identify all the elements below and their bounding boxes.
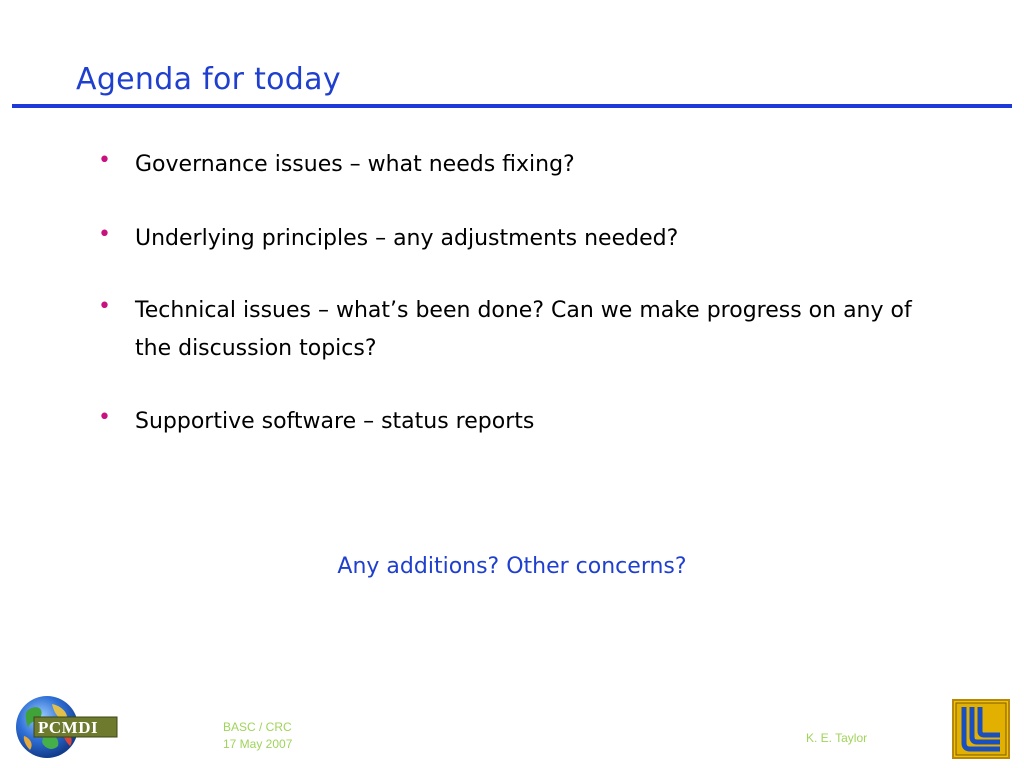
bullet-dot-icon: • (98, 294, 111, 319)
logo-text: PCMDI (38, 718, 99, 737)
bullet-dot-icon: • (98, 222, 111, 247)
bullet-dot-icon: • (98, 148, 111, 173)
bullet-text: Underlying principles – any adjustments needed? (135, 226, 679, 251)
footer-meta (223, 719, 292, 753)
footer-date: 17 May 2007 (223, 737, 293, 751)
bullet-item (98, 403, 534, 441)
footer-event: BASC / CRC (223, 720, 292, 734)
bullet-item (98, 146, 575, 184)
footer-author: K. E. Taylor (806, 731, 868, 745)
closing-question: Any additions? Other concerns? (337, 554, 687, 579)
bullet-item (98, 292, 935, 368)
llnl-icon (952, 699, 1010, 759)
llnl-logo (952, 699, 1010, 759)
bullet-item (98, 220, 678, 258)
slide-title: Agenda for today (76, 62, 341, 97)
bullet-dot-icon: • (98, 405, 111, 430)
bullet-text: Governance issues – what needs fixing? (135, 152, 575, 177)
title-underline (12, 104, 1012, 108)
pcmdi-logo (14, 694, 118, 760)
bullet-text: Supportive software – status reports (135, 409, 535, 434)
bullet-text: Technical issues – what’s been done? Can we make progress on any of the discussion topics? (135, 298, 912, 361)
